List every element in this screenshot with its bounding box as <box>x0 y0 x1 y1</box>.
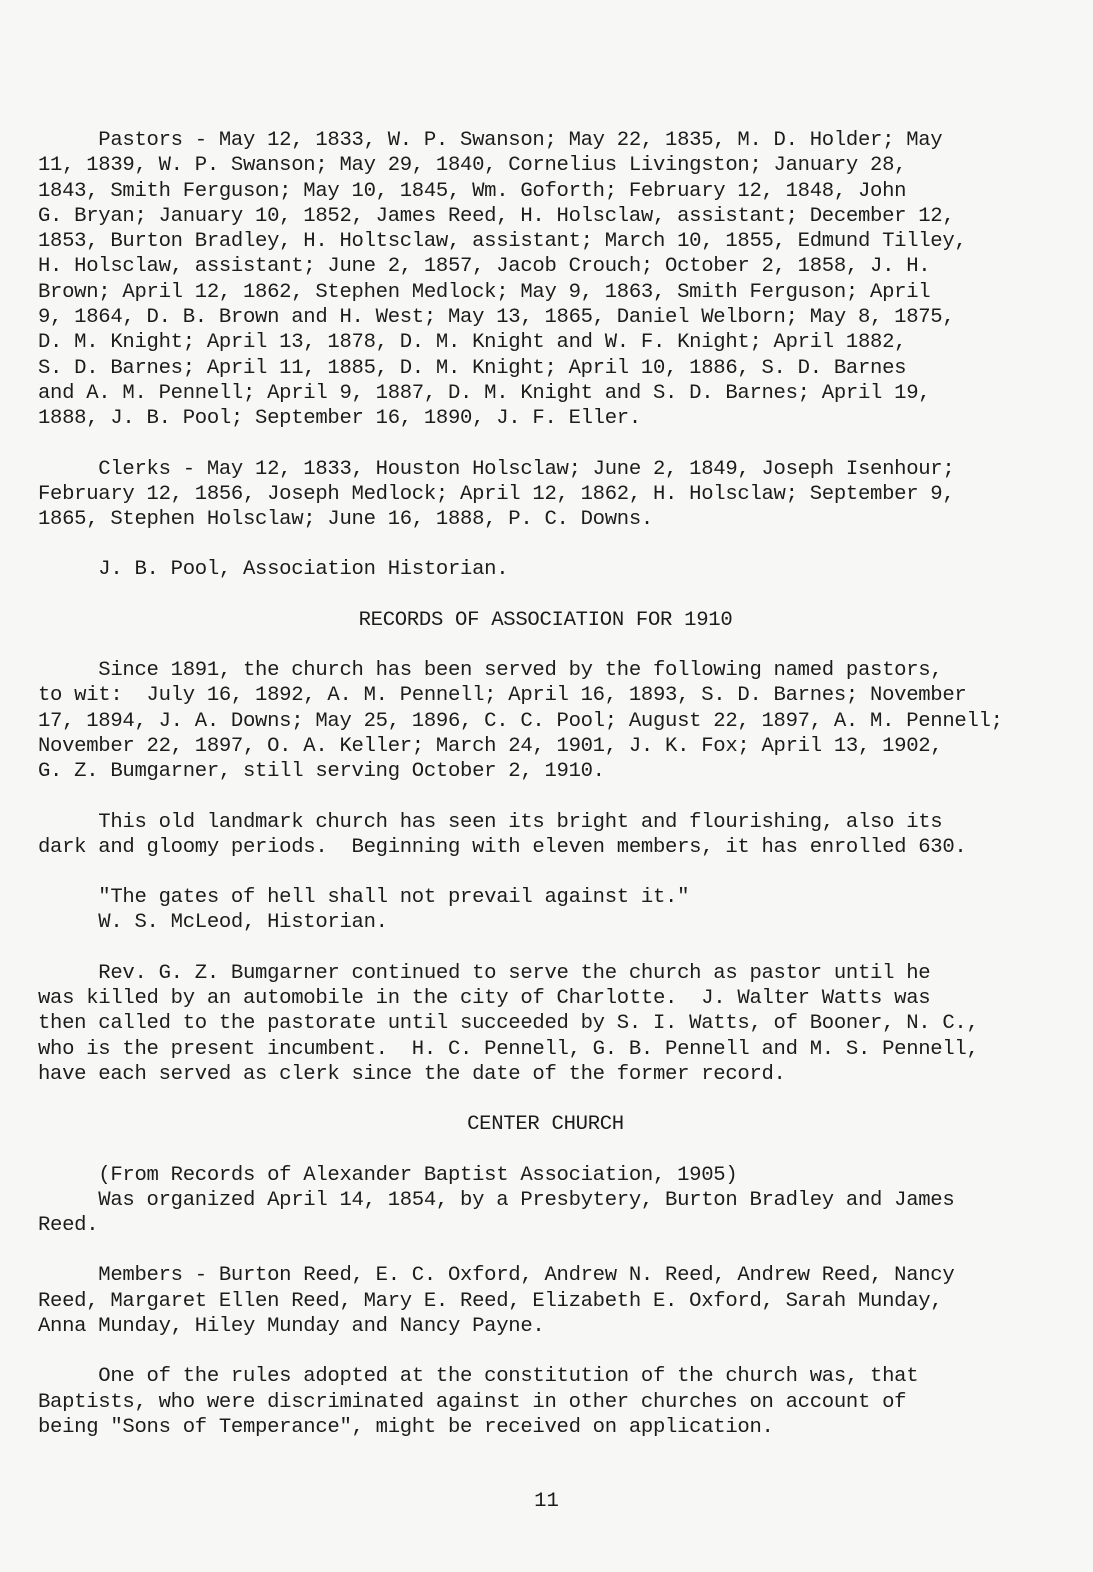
text-line: 17, 1894, J. A. Downs; May 25, 1896, C. C. Pool; August 22, 1897, A. M. Pennell; <box>38 709 1003 733</box>
quote-paragraph <box>38 885 1053 936</box>
text-line: Rev. G. Z. Bumgarner continued to serve the church as pastor until he <box>38 961 931 985</box>
text-line: 1843, Smith Ferguson; May 10, 1845, Wm. Goforth; February 12, 1848, John <box>38 179 907 203</box>
text-line: This old landmark church has seen its bright and flourishing, also its <box>38 810 943 834</box>
pastors-paragraph <box>38 128 1053 432</box>
page-number: 11 <box>534 1490 559 1513</box>
text-line: Pastors - May 12, 1833, W. P. Swanson; May 22, 1835, M. D. Holder; May <box>38 129 943 152</box>
text-line: Clerks - May 12, 1833, Houston Holsclaw; June 2, 1849, Joseph Isenhour; <box>38 457 955 481</box>
since-paragraph <box>38 658 1053 784</box>
center-church-heading: CENTER CHURCH <box>467 1113 624 1137</box>
text-line: Anna Munday, Hiley Munday and Nancy Payne. <box>38 1314 545 1338</box>
text-line: Members - Burton Reed, E. C. Oxford, Andrew N. Reed, Andrew Reed, Nancy <box>38 1264 955 1288</box>
text-line: Reed, Margaret Ellen Reed, Mary E. Reed, Elizabeth E. Oxford, Sarah Munday, <box>38 1289 943 1313</box>
text-line: being "Sons of Temperance", might be received on application. <box>38 1415 774 1439</box>
text-line: 1888, J. B. Pool; September 16, 1890, J. F. Eller. <box>38 407 641 431</box>
text-line: to wit: July 16, 1892, A. M. Pennell; April 16, 1893, S. D. Barnes; November <box>38 684 967 708</box>
rev-paragraph <box>38 961 1053 1087</box>
text-line: Baptists, who were discriminated against in other churches on account of <box>38 1390 907 1414</box>
text-line: 1865, Stephen Holsclaw; June 16, 1888, P. C. Downs. <box>38 508 653 532</box>
text-line: who is the present incumbent. H. C. Pennell, G. B. Pennell and M. S. Pennell, <box>38 1037 979 1061</box>
clerks-paragraph <box>38 457 1053 533</box>
text-line: 1853, Burton Bradley, H. Holtsclaw, assistant; March 10, 1855, Edmund Tilley, <box>38 230 967 254</box>
text-line: have each served as clerk since the date of the former record. <box>38 1062 786 1086</box>
text-line: D. M. Knight; April 13, 1878, D. M. Knight and W. F. Knight; April 1882, <box>38 331 907 355</box>
text-line: G. Bryan; January 10, 1852, James Reed, H. Holsclaw, assistant; December 12, <box>38 204 955 228</box>
text-line: dark and gloomy periods. Beginning with eleven members, it has enrolled 630. <box>38 835 967 859</box>
text-line: February 12, 1856, Joseph Medlock; April 12, 1862, H. Holsclaw; September 9, <box>38 482 955 506</box>
text-line: Brown; April 12, 1862, Stephen Medlock; May 9, 1863, Smith Ferguson; April <box>38 280 931 304</box>
text-line: Reed. <box>38 1214 99 1238</box>
rules-paragraph <box>38 1364 1053 1440</box>
records-heading: RECORDS OF ASSOCIATION FOR 1910 <box>358 608 733 632</box>
text-line: S. D. Barnes; April 11, 1885, D. M. Knight; April 10, 1886, S. D. Barnes <box>38 356 907 380</box>
text-line: then called to the pastorate until succeeded by S. I. Watts, of Booner, N. C., <box>38 1012 979 1036</box>
text-line: "The gates of hell shall not prevail against it." <box>38 886 690 910</box>
text-line: was killed by an automobile in the city of Charlotte. J. Walter Watts was <box>38 987 931 1011</box>
text-line: G. Z. Bumgarner, still serving October 2, 1910. <box>38 760 605 784</box>
text-line: 9, 1864, D. B. Brown and H. West; May 13, 1865, Daniel Welborn; May 8, 1875, <box>38 306 955 330</box>
text-line: 11, 1839, W. P. Swanson; May 29, 1840, Cornelius Livingston; January 28, <box>38 154 907 178</box>
text-line: (From Records of Alexander Baptist Association, 1905) <box>38 1163 738 1187</box>
landmark-paragraph <box>38 810 1053 861</box>
from-paragraph <box>38 1163 1053 1239</box>
text-line: November 22, 1897, O. A. Keller; March 24, 1901, J. K. Fox; April 13, 1902, <box>38 734 943 758</box>
text-line: Was organized April 14, 1854, by a Presbytery, Burton Bradley and James <box>38 1188 955 1212</box>
text-line: One of the rules adopted at the constitution of the church was, that <box>38 1365 919 1389</box>
text-line: and A. M. Pennell; April 9, 1887, D. M. Knight and S. D. Barnes; April 19, <box>38 381 931 405</box>
historian-line: J. B. Pool, Association Historian. <box>38 558 509 582</box>
text-line: Since 1891, the church has been served by the following named pastors, <box>38 659 943 683</box>
members-paragraph <box>38 1263 1053 1339</box>
text-line: H. Holsclaw, assistant; June 2, 1857, Jacob Crouch; October 2, 1858, J. H. <box>38 255 931 279</box>
text-line: W. S. McLeod, Historian. <box>38 911 388 935</box>
